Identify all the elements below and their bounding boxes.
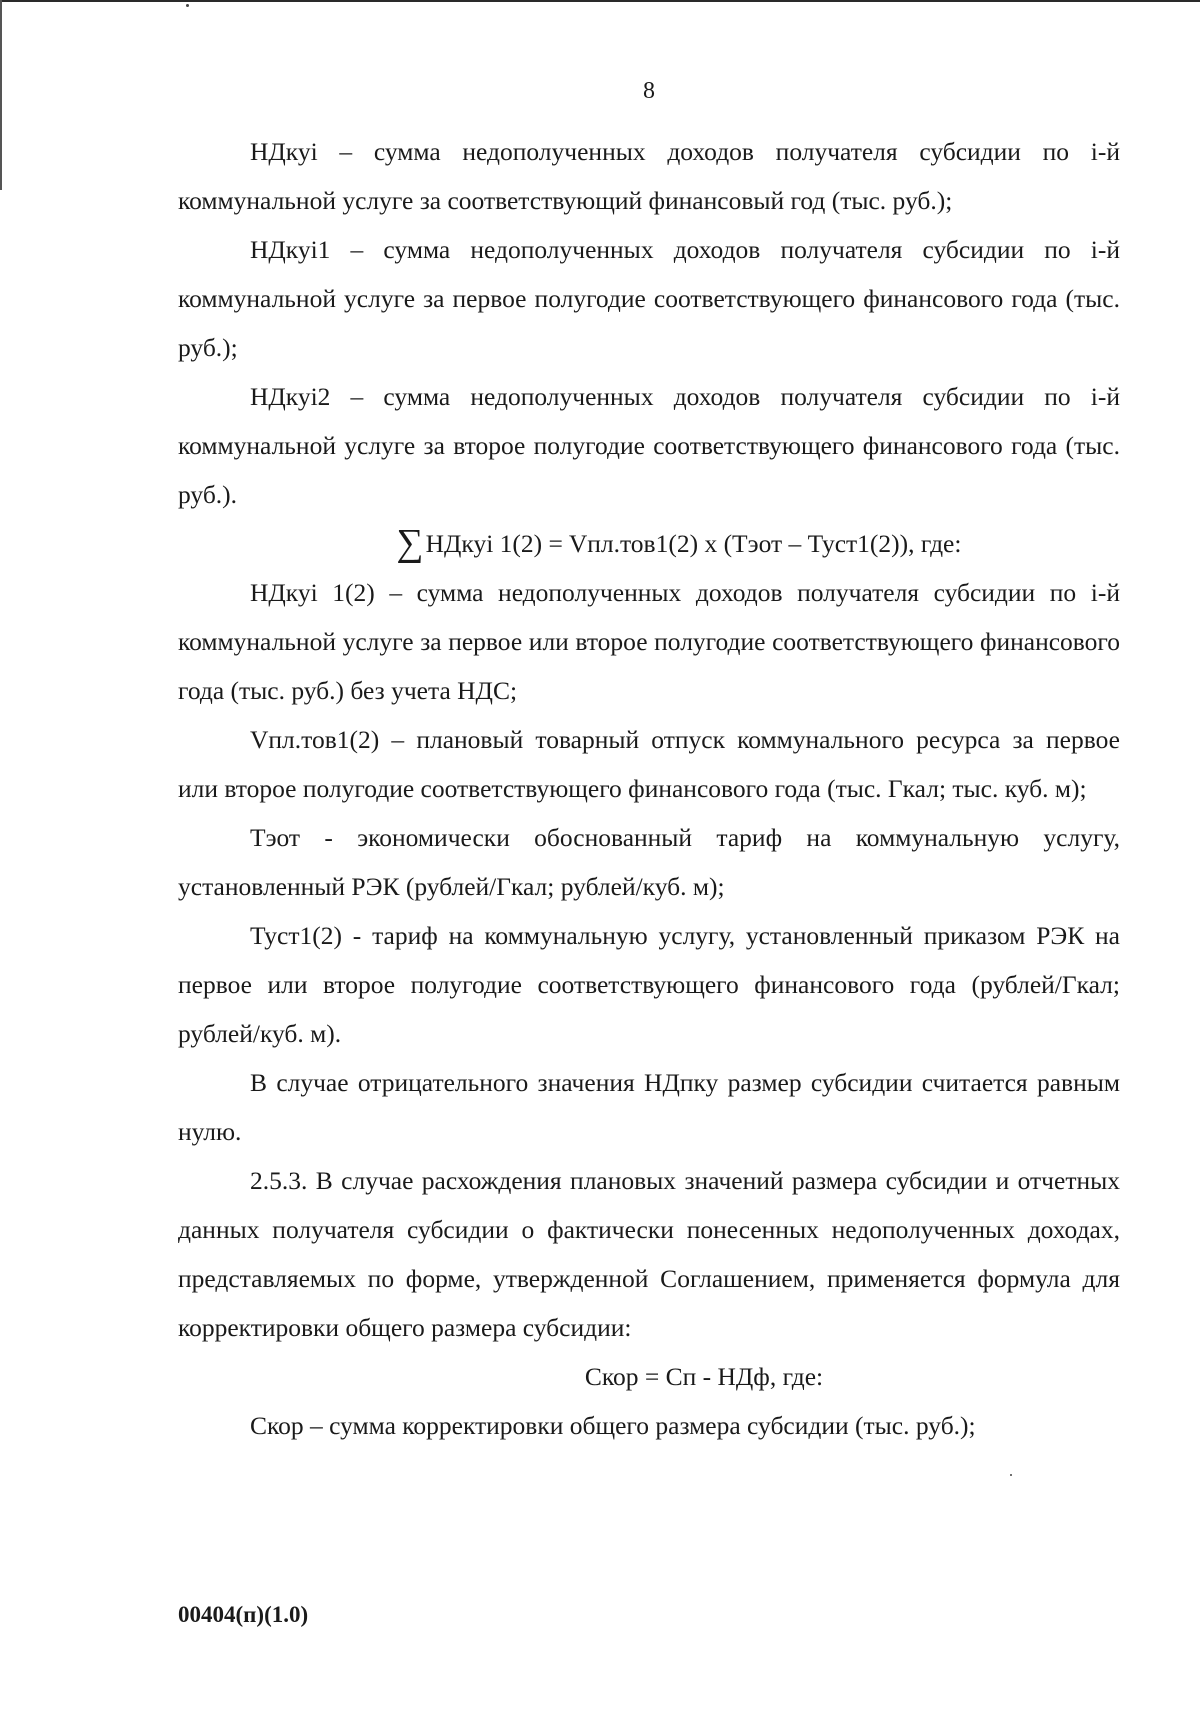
- document-body: [178, 127, 1120, 1450]
- paragraph-nd-kui: НДкуi – сумма недополученных доходов получателя субсидии по i-й коммунальной услуге за соответствующий финансовый год (тыс. руб.);: [178, 137, 1120, 215]
- definition-s-kor: Скор – сумма корректировки общего размера субсидии (тыс. руб.);: [250, 1411, 976, 1440]
- formula-s-kor: Скор = Сп - НДф, где:: [584, 1362, 824, 1391]
- formula-nd-kui-sum: [178, 519, 1120, 568]
- formula-nd-kui-text: НДкуi 1(2) = Vпл.тов1(2) х (Тэот – Туст1(2)), где:: [425, 529, 962, 558]
- sigma-symbol: ∑: [396, 522, 424, 564]
- page-number: 8: [643, 78, 655, 104]
- scan-speck: [186, 4, 189, 7]
- definition-t-ust: Туст1(2) - тариф на коммунальную услугу, установленный приказом РЭК на первое или второе полугодие соответствующего финансового года (рублей/Гкал; рублей/куб. м).: [178, 921, 1120, 1048]
- paragraph-nd-kui2: НДкуi2 – сумма недополученных доходов получателя субсидии по i-й коммунальной услуге за второе полугодие соответствующего финансового года (тыс. руб.).: [178, 382, 1120, 509]
- paragraph-negative-value: В случае отрицательного значения НДпку размер субсидии считается равным нулю.: [178, 1068, 1120, 1146]
- definition-nd-kui-12: НДкуi 1(2) – сумма недополученных доходов получателя субсидии по i-й коммунальной услуге за первое или второе полугодие соответствующего финансового года (тыс. руб.) без учета НДС;: [178, 578, 1120, 705]
- scan-edge-top: [0, 0, 1200, 2]
- definition-v-pl-tov: Vпл.тов1(2) – плановый товарный отпуск коммунального ресурса за первое или второе полугодие соответствующего финансового года (тыс. Гкал; тыс. куб. м);: [178, 725, 1120, 803]
- document-code: 00404(п)(1.0): [178, 1602, 309, 1627]
- paragraph-2-5-3: 2.5.3. В случае расхождения плановых значений размера субсидии и отчетных данных получателя субсидии о фактически понесенных недополученных доходах, представляемых по форме, утвержденной Соглашением, применяется формула для корректировки общего размера субсидии:: [178, 1166, 1120, 1342]
- paragraph-nd-kui1: НДкуi1 – сумма недополученных доходов получателя субсидии по i-й коммунальной услуге за первое полугодие соответствующего финансового года (тыс. руб.);: [178, 235, 1120, 362]
- scan-speck: [1010, 1474, 1012, 1476]
- definition-t-eot: Тэот - экономически обоснованный тариф на коммунальную услугу, установленный РЭК (рублей/Гкал; рублей/куб. м);: [178, 823, 1120, 901]
